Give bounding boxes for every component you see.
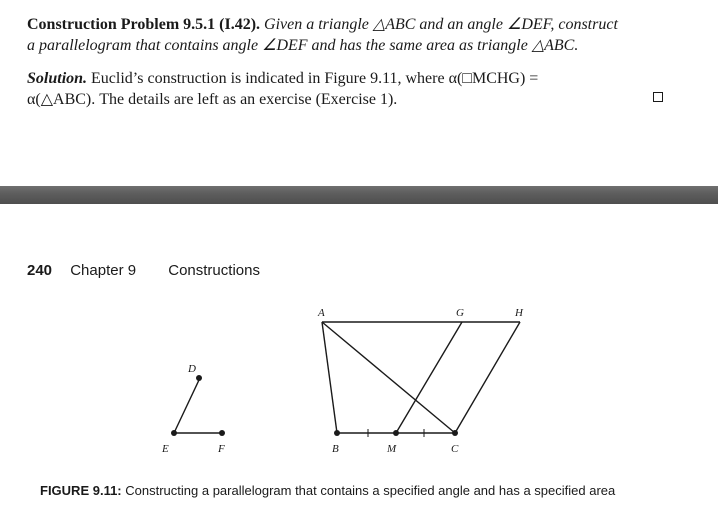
problem-heading: Construction Problem 9.5.1 (I.42). xyxy=(27,16,261,33)
chapter-title: Constructions xyxy=(168,262,260,279)
label-b: B xyxy=(332,443,339,455)
caption-label: FIGURE 9.11: xyxy=(40,483,122,498)
label-g: G xyxy=(456,307,464,319)
segment-ac xyxy=(322,322,455,433)
segment-ed xyxy=(174,380,199,433)
label-a: A xyxy=(318,307,325,319)
solution-text-1: Euclid’s construction is indicated in Figure 9.11, where α(□MCHG) = xyxy=(91,70,539,87)
label-f: F xyxy=(218,443,225,455)
problem-text-2: a parallelogram that contains angle ∠DEF and has the same area as triangle △ABC. xyxy=(27,37,579,54)
label-m: M xyxy=(387,443,397,455)
caption-text: Constructing a parallelogram that contains a specified angle and has a specified area xyxy=(125,483,616,498)
segment-ch xyxy=(455,322,520,433)
solution-text-2: α(△ABC). The details are left as an exercise (Exercise 1). xyxy=(27,91,398,108)
point-f xyxy=(219,430,225,436)
label-h: H xyxy=(515,307,523,319)
point-e xyxy=(171,430,177,436)
point-d xyxy=(196,375,202,381)
label-e: E xyxy=(162,443,169,455)
label-c: C xyxy=(451,443,459,455)
problem-text-1: Given a triangle △ABC and an angle ∠DEF, construct xyxy=(264,16,618,33)
point-b xyxy=(334,430,340,436)
segment-ab xyxy=(322,322,337,433)
segment-mg xyxy=(396,322,462,433)
point-c xyxy=(452,430,458,436)
point-m xyxy=(393,430,399,436)
figure-caption xyxy=(40,483,615,499)
label-d: D xyxy=(188,363,196,375)
page-number: 240 xyxy=(27,262,53,279)
solution-heading: Solution. xyxy=(27,70,88,87)
chapter-label: Chapter 9 xyxy=(70,262,137,279)
